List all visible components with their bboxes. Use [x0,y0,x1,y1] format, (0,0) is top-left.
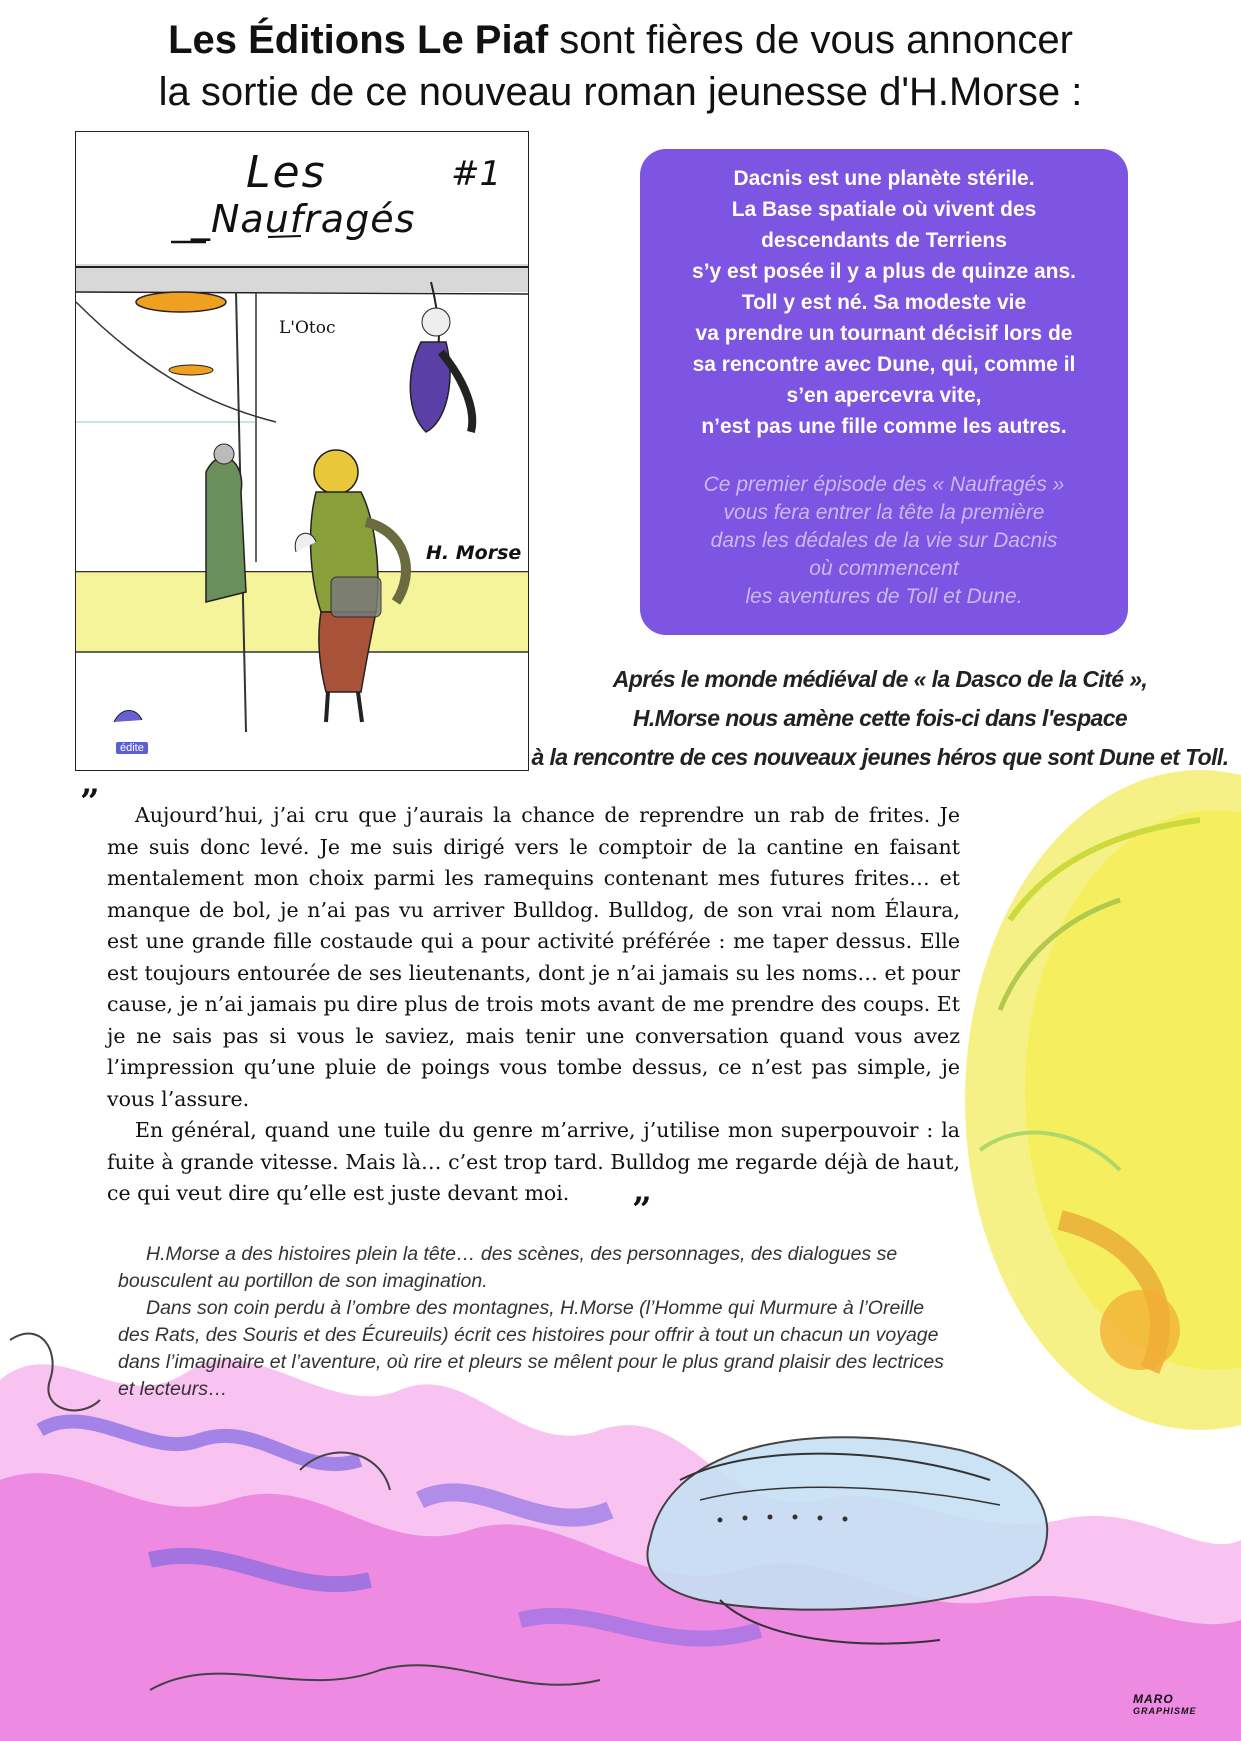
synopsis-line: sa rencontre avec Dune, qui, comme il [692,353,1076,376]
synopsis-line: Toll y est né. Sa modeste vie [741,291,1027,314]
synopsis-line: s’en apercevra vite, [786,384,982,407]
synopsis-main [640,163,1128,442]
cover-volume-number: #1 [451,154,502,194]
headline-line-1 [0,14,1241,66]
headline-line-1-rest: sont fières de vous annoncer [548,18,1073,62]
cover-series-line-1: Les [246,147,327,198]
book-cover [75,131,529,771]
synopsis-sub-line: où commencent [809,557,959,580]
signature-line-1: MARO [1133,1692,1174,1706]
excerpt-paragraph-1: Aujourd’hui, j’ai cru que j’aurais la chance de reprendre un rab de frites. Je me suis donc levé. Je me suis dirigé vers le comptoir de la cantine en faisant mentalement mon choix parmi les ramequins contenant mes futures frites… et manque de bol, je n’ai pas vu arriver Bulldog. Bulldog, de son vrai nom Élaura, est une grande fille costaude qui a pour activité préférée : me taper dessus. Elle est toujours entourée de ses lieutenants, dont je n’ai jamais su les noms… et pour cause, je n’ai jamais pu dire plus de trois mots avant de me prendre des coups. Et je ne sais pas si vous le saviez, mais tenir une conversation quand vous avez l’impression qu’une pluie de poings vous tombe dessus, ce n’est pas simple, je vous l’assure. [107,803,960,1111]
intro-text [530,660,1230,777]
headline-line-2: la sortie de ce nouveau roman jeunesse d'H.Morse : [158,70,1083,114]
book-excerpt [107,800,960,1210]
synopsis-line: La Base spatiale où vivent des [731,198,1037,221]
intro-line: Aprés le monde médiéval de « la Dasco de la Cité », [612,666,1148,692]
signature-line-2: GRAPHISME [1133,1706,1197,1716]
cover-series-line-2: _Naufragés [191,197,416,241]
cover-title: L'Otoc [279,318,336,338]
synopsis-line: descendants de Terriens [761,229,1007,252]
publisher-badge: édite [116,742,148,754]
synopsis-sub-line: les aventures de Toll et Dune. [745,585,1023,608]
synopsis-sub-line: Ce premier épisode des « Naufragés » [703,473,1065,496]
synopsis-line: s’y est posée il y a plus de quinze ans. [692,260,1076,283]
excerpt-paragraph-2: En général, quand une tuile du genre m’arrive, j’utilise mon superpouvoir : la fuite à grande vitesse. Mais là… c’est trop tard. Bulldog me regarde déjà de haut, ce qui veut dire qu’elle est juste devant moi. [107,1118,960,1205]
intro-line: à la rencontre de ces nouveaux jeunes héros que sont Dune et Toll. [531,744,1229,770]
headline [0,14,1241,118]
synopsis-line: va prendre un tournant décisif lors de [695,322,1073,345]
synopsis-line: n’est pas une fille comme les autres. [701,415,1067,438]
planet-illustration [965,770,1241,1430]
author-note [118,1241,958,1403]
author-note-paragraph-1: H.Morse a des histoires plein la tête… des scènes, des personnages, des dialogues se bousculent au portillon de son imagination. [118,1243,898,1292]
designer-signature [1133,1693,1197,1717]
intro-line: H.Morse nous amène cette fois-ci dans l'espace [632,705,1128,731]
open-quote-mark: ” [80,782,100,822]
publisher-name: Les Éditions Le Piaf [168,18,549,62]
author-note-paragraph-2: Dans son coin perdu à l’ombre des montagnes, H.Morse (l’Homme qui Murmure à l’Oreille des Rats, des Souris et des Écureuils) écrit ces histoires pour offrir à tout un chacun un voyage dans l’imaginaire et l’aventure, où rire et pleurs se mêlent pour le plus grand plaisir des lectrices et lecteurs… [118,1297,944,1400]
close-quote-mark: ” [632,1190,652,1230]
synopsis-box [640,149,1128,635]
synopsis-sub-line: vous fera entrer la tête la première [723,501,1045,524]
synopsis-sub [640,471,1128,611]
cover-author: H. Morse [426,542,522,564]
synopsis-line: Dacnis est une planète stérile. [733,167,1035,190]
synopsis-sub-line: dans les dédales de la vie sur Dacnis [710,529,1058,552]
